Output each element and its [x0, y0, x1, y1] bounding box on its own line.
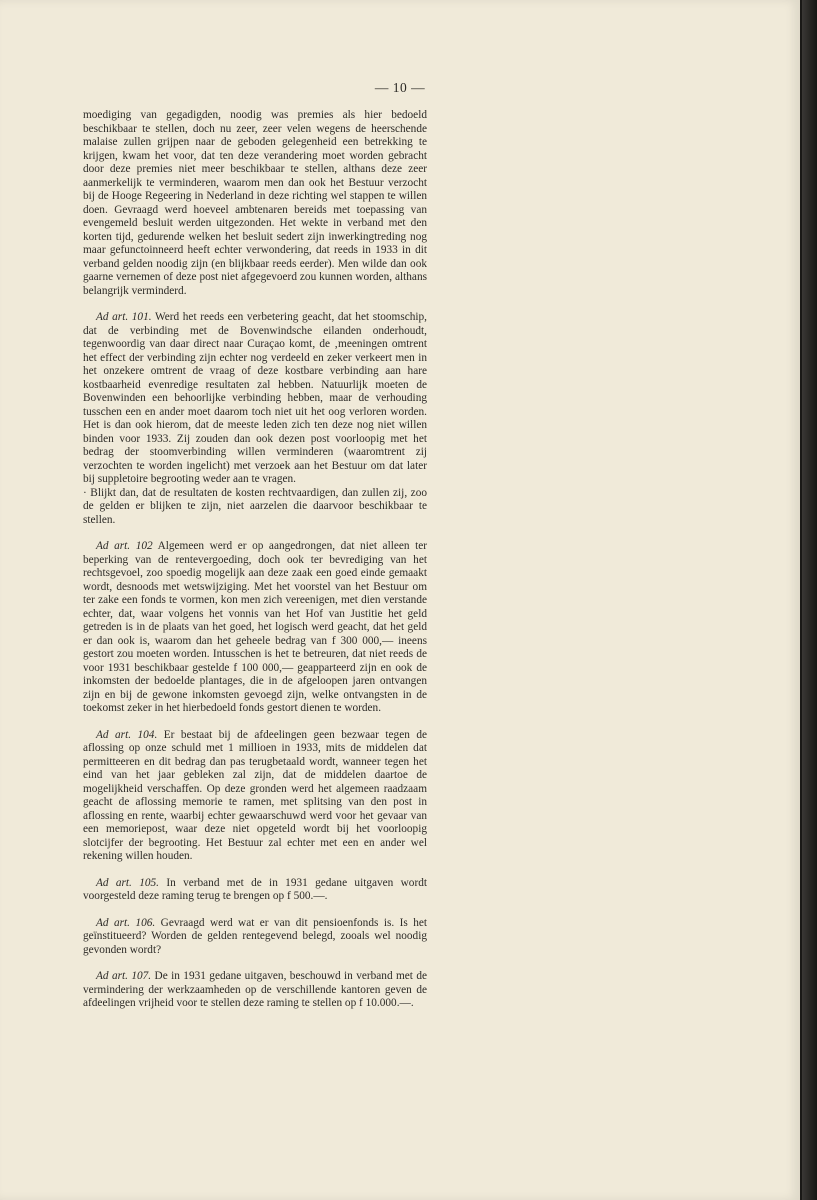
page-edge-shadow [802, 0, 817, 1200]
article-reference: Ad art. 104. [96, 728, 158, 741]
paragraph-text: · Blijkt dan, dat de resultaten de kosten rechtvaardigen, dan zullen zij, zoo de gelden er blijken te zijn, niet aarzelen die daarvoor beschikbaar te stellen. [83, 486, 427, 526]
paragraph-ad-art-102 [83, 540, 427, 716]
paragraph-ad-art-106 [83, 917, 427, 958]
paragraph-ad-art-104 [83, 729, 427, 864]
paragraph-text: In verband met de in 1931 gedane uitgaven wordt voorgesteld deze raming terug te brengen op f 500.—. [83, 876, 428, 902]
paragraph-text: Algemeen werd er op aangedrongen, dat niet alleen ter beperking van de rentevergoeding, doch ook ter bevrediging van het rechtsgevoel, zoo spoedig mogelijk aan deze zaak een goed einde gemaakt wordt, desnoods met wetswijziging. Met het voorstel van het Bestuur om ter zake een fonds te vormen, kon men zich vereenigen, met dien verstande echter, dat, waar volgens het vonnis van het Hof van Justitie het geld getreden is in de plaats van het goed, het logisch werd geacht, dat het geld er dan ook is, waarom dan het geheele bedrag van f 300 000,— ineens gestort zou moeten worden. Intusschen is het te betreuren, dat niet reeds de voor 1931 beschikbaar gestelde f 100 000,— geapparteerd zijn en ook de inkomsten der bedoelde plantages, die in de afgeloopen jaren ontvangen zijn en bij de gewone inkomsten gevoegd zijn, welke ontvangsten in de toekomst zeker in het hierbedoeld fonds gestort dienen te worden. [83, 540, 428, 714]
paragraph-text: Werd het reeds een verbetering geacht, dat het stoomschip, dat de verbinding met de Bovenwindsche eilanden onderhoudt, tegenwoordig van daar direct naar Curaçao komt, de ‚meeningen omtrent het effect der verbinding zijn echter nog verdeeld en zeker verkeert men in het onzekere omtrent de vraag of deze kostbare verbinding aan hare kostbaarheid evenredige resultaten zal hebben. Natuurlijk moeten de Bovenwinden een behoorlijke verbinding hebben, maar de verhouding tusschen een en ander moet daarom toch niet uit het oog verloren worden. Het is dan ook hierom, dat de meeste leden zich ten deze nog niet willen binden voor 1933. Zij zouden dan ook dezen post voorloopig met het bedrag der stoomverbinding willen verminderen (waaromtrent zij verzochten te worden ingelicht) met verzoek aan het Bestuur om dat later bij suppletoire begrooting weder aan te vragen. [83, 311, 427, 485]
paragraph-ad-art-101 [83, 311, 427, 487]
paragraph-continuation [83, 487, 427, 528]
document-body [83, 109, 427, 1024]
paragraph-text: moediging van gegadigden, noodig was premies als hier bedoeld beschikbaar te stellen, doch nu zeer, zeer velen wegens de heerschende malaise zullen grijpen naar de geboden gelegenheid een betrekking te krijgen, kwam het voor, dat ten deze verandering moet worden gebracht door deze premies niet meer beschikbaar te stellen, althans deze zeer aanmerkelijk te verminderen, waarom men dan ook het Bestuur verzocht bij de Hooge Regeering in Nederland in deze richting wel stappen te willen doen. Gevraagd werd hoeveel ambtenaren bereids met toepassing van evengemeld besluit werden uitgezonden. Het wekte in verband met den korten tijd, gedurende welken het besluit sedert zijn inwerkingtreding nog maar gefunctoinneerd heeft echter verwondering, dat reeds in 1933 in dit verband gelden noodig zijn (en blijkbaar reeds eerder). Men wilde dan ook gaarne vernemen of deze post niet afgegevoerd zou kunnen worden, althans belangrijk verminderd. [83, 109, 427, 297]
article-reference: Ad art. 101. [96, 311, 152, 323]
paragraph-ad-art-105 [83, 877, 427, 904]
article-reference: Ad art. 105. [96, 876, 159, 889]
paragraph-text: De in 1931 gedane uitgaven, beschouwd in verband met de vermindering der werkzaamheden op de verschillende kantoren geven de afdeelingen vrijheid voor te stellen deze raming te stellen op f 10.000.—. [83, 970, 428, 1009]
article-reference: Ad art. 106. [96, 916, 156, 929]
page-number: — 10 — [374, 80, 426, 95]
article-reference: Ad art. 107. [96, 970, 152, 982]
paragraph-text: Er bestaat bij de afdeelingen geen bezwaar tegen de aflossing op onze schuld met 1 millioen in 1933, mits de middelen dat permitteeren en dit bedrag dan pas terugbetaald wordt, wanneer tegen het eind van het jaar gebleken zal zijn, dat de middelen daartoe de mogelijkheid verschaffen. Op deze gronden werd het algemeen raadzaam geacht de aflossing memorie te ramen, met splitsing van den post in aflossing en rente, waarbij echter gewaarschuwd werd voor het gevaar van een memoriepost, waar deze niet opgeteld wordt bij het voorloopig slotcijfer der begrooting. Het Bestuur zal echter met een en ander wel rekening willen houden. [83, 728, 427, 862]
article-reference: Ad art. 102 [96, 540, 153, 552]
paragraph-0 [83, 109, 427, 298]
paragraph-ad-art-107 [83, 970, 427, 1011]
paragraph-text: Gevraagd werd wat er van dit pensioenfonds is. Is het geïnstitueerd? Worden de gelden rentegevend belegd, zooals wel noodig gevonden wordt? [83, 916, 428, 956]
